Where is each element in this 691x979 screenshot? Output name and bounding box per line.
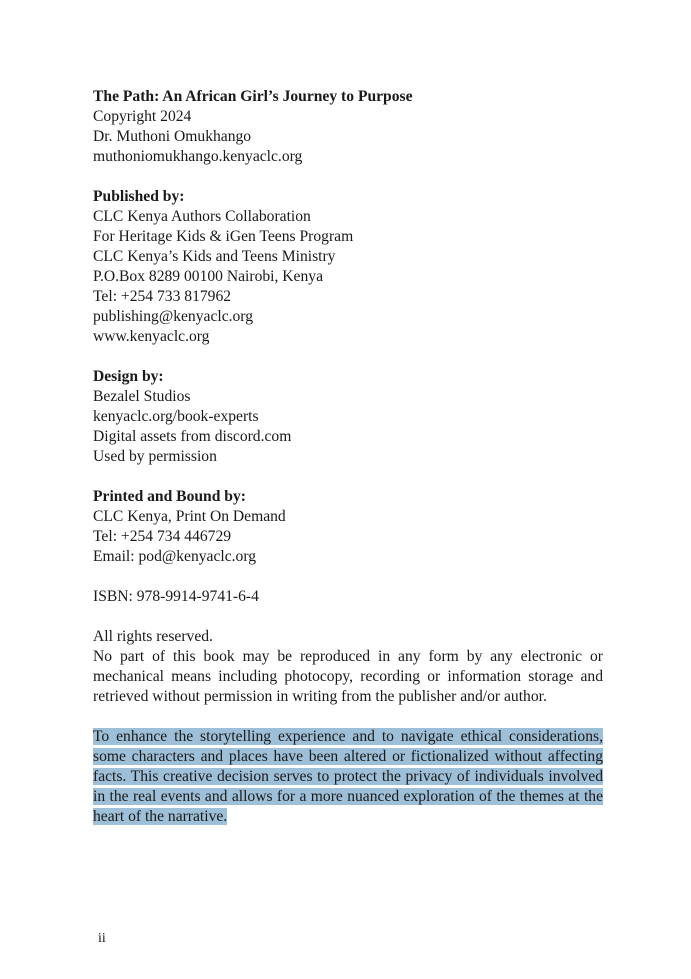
rights-notice: No part of this book may be reproduced in any form by any electronic or mechanical means including photocopy, recording or information storage and retrieved without permission in writing from the publisher and/or author.	[93, 648, 603, 705]
rights-reserved: All rights reserved.	[93, 628, 213, 645]
publisher-email: publishing@kenyaclc.org	[93, 308, 254, 325]
printing-phone: Tel: +254 734 446729	[93, 528, 232, 545]
spacer	[93, 707, 603, 727]
design-line: kenyaclc.org/book-experts	[93, 408, 259, 425]
publisher-heading: Published by:	[93, 188, 185, 205]
spacer	[93, 167, 603, 187]
disclaimer-text[interactable]: To enhance the storytelling experience and to navigate ethical considerations, some characters and places have been altered or fictionalized without affecting facts. This creative decision serves to protect the privacy of individuals involved in the real events and allows for a more nuanced exploration of the themes at the heart of the narrative.	[93, 728, 603, 825]
isbn: ISBN: 978-9914-9741-6-4	[93, 588, 259, 605]
spacer	[93, 347, 603, 367]
design-line: Digital assets from discord.com	[93, 428, 292, 445]
disclaimer-paragraph[interactable]	[93, 727, 603, 827]
publisher-address: P.O.Box 8289 00100 Nairobi, Kenya	[93, 268, 323, 285]
printing-heading: Printed and Bound by:	[93, 488, 246, 505]
author-name: Dr. Muthoni Omukhango	[93, 128, 252, 145]
design-line: Used by permission	[93, 448, 217, 465]
spacer	[93, 567, 603, 587]
publisher-phone: Tel: +254 733 817962	[93, 288, 232, 305]
book-title: The Path: An African Girl’s Journey to Purpose	[93, 88, 413, 105]
printing-line: CLC Kenya, Print On Demand	[93, 508, 286, 525]
copyright-year: Copyright 2024	[93, 108, 192, 125]
publisher-line: CLC Kenya Authors Collaboration	[93, 208, 311, 225]
publisher-line: For Heritage Kids & iGen Teens Program	[93, 228, 354, 245]
page-number: ii	[98, 931, 106, 946]
author-website: muthoniomukhango.kenyaclc.org	[93, 148, 303, 165]
publisher-line: CLC Kenya’s Kids and Teens Ministry	[93, 248, 336, 265]
spacer	[93, 607, 603, 627]
spacer	[93, 467, 603, 487]
copyright-page	[93, 87, 603, 827]
design-heading: Design by:	[93, 368, 164, 385]
printing-email: Email: pod@kenyaclc.org	[93, 548, 257, 565]
design-line: Bezalel Studios	[93, 388, 191, 405]
publisher-website: www.kenyaclc.org	[93, 328, 210, 345]
